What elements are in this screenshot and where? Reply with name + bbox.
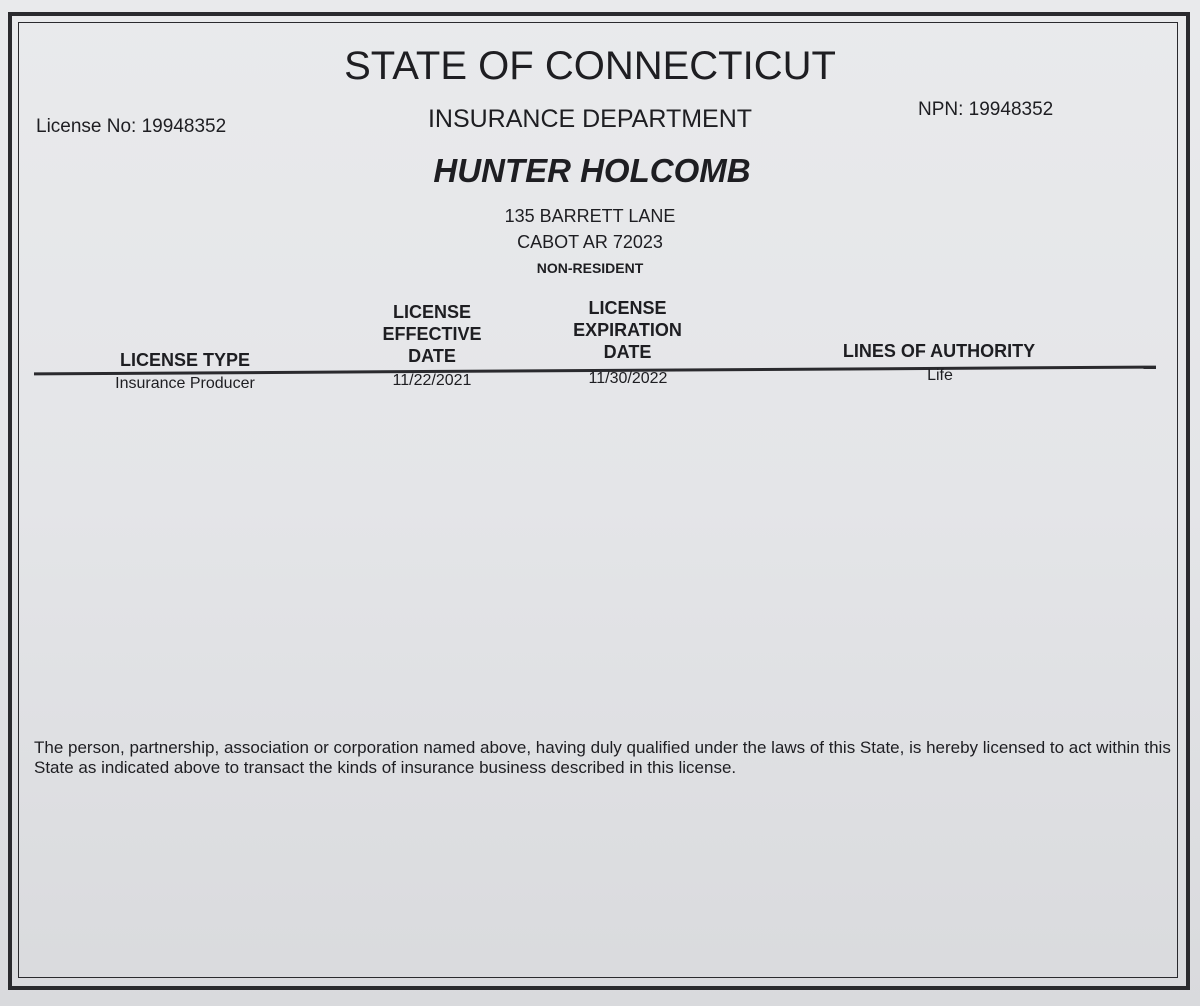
cell-expiration-date: 11/30/2022 (588, 370, 668, 387)
department-name: INSURANCE DEPARTMENT (427, 105, 753, 133)
residency-status: NON-RESIDENT (536, 260, 644, 276)
cell-lines-of-authority: Life (927, 367, 953, 384)
header-line: DATE (603, 342, 652, 362)
license-number: License No: 19948352 (36, 116, 227, 137)
header-line: EXPIRATION (573, 320, 682, 340)
state-title: STATE OF CONNECTICUT (344, 44, 836, 88)
header-license-type: LICENSE TYPE (119, 350, 251, 370)
license-statement: The person, partnership, association or corporation named above, having duly qualified under the laws of this State, is hereby licensed to act within this State as indicated above to transact the kinds of insurance business described in this license. (34, 738, 1171, 777)
header-line: DATE (408, 346, 456, 366)
header-expiration-date (555, 297, 700, 363)
cell-license-type: Insurance Producer (115, 375, 255, 392)
header-line: LICENSE (588, 298, 667, 318)
header-effective-date (362, 301, 502, 367)
header-line: EFFECTIVE (382, 324, 482, 344)
cell-effective-date: 11/22/2021 (392, 372, 472, 389)
header-line: LICENSE (392, 302, 471, 322)
address-line-2: CABOT AR 72023 (517, 232, 663, 252)
npn-number: NPN: 19948352 (918, 99, 1054, 120)
header-lines-of-authority: LINES OF AUTHORITY (842, 341, 1036, 361)
licensee-name: HUNTER HOLCOMB (433, 152, 751, 189)
address-line-1: 135 BARRETT LANE (504, 206, 676, 226)
